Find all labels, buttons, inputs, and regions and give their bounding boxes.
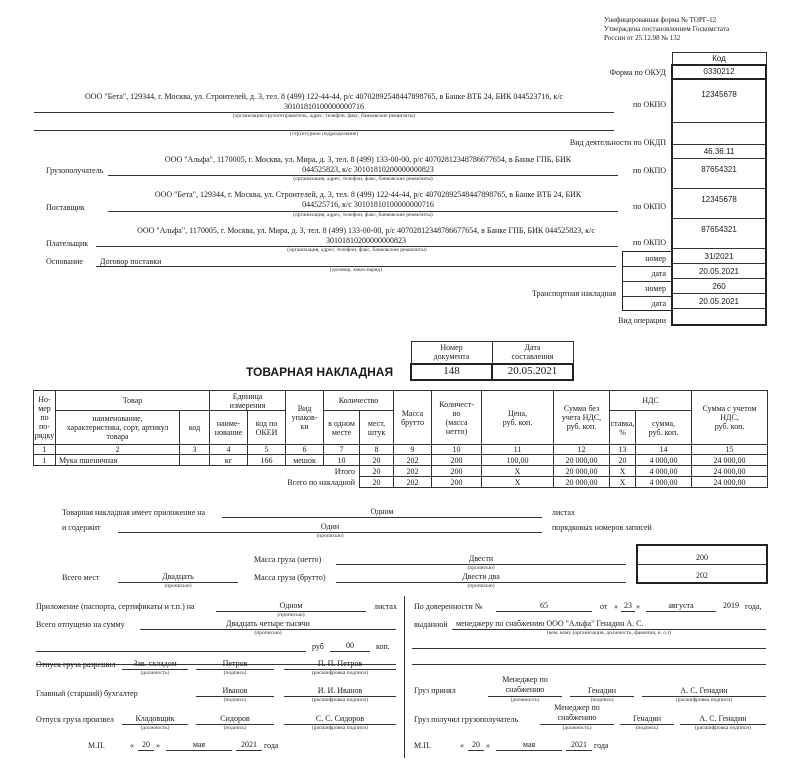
basis-value: Договор поставки: [100, 257, 162, 266]
dept-code-cell: [672, 123, 766, 145]
org-caption: (организация-грузоотправитель, адрес, телефон, факс, банковские реквизиты): [232, 113, 416, 119]
accountant-name: И. И. Иванов: [317, 686, 363, 695]
accepted-position: Менеджер по снабжению: [502, 675, 548, 694]
received-signature: Генадин: [632, 714, 662, 723]
net-words: Двести: [468, 554, 494, 563]
released-sum-caption: (прописью): [254, 630, 282, 636]
h-mass: Масса брутто: [394, 391, 432, 445]
left-year-suffix: года: [264, 741, 279, 750]
right-year: 2021: [571, 740, 587, 749]
released-sum-label: Всего отпущено на сумму: [36, 620, 125, 629]
gross-value: 202: [696, 571, 708, 580]
column-numbers-row: 1 2 3 4 5 6 7 8 9 10 11 12 13 14 15: [34, 445, 768, 455]
payer-line2: 30101810200000000823: [326, 236, 406, 245]
right-quote-close: »: [486, 741, 490, 750]
basis-caption: (договор, заказ-наряд): [329, 267, 382, 273]
issued-label: выданной: [414, 620, 448, 629]
okpo-label-org: по ОКПО: [633, 100, 666, 109]
left-month: мая: [192, 740, 206, 749]
proxy-from: от: [600, 602, 608, 611]
doc-date-header-1: Дата: [524, 343, 541, 353]
made-name: С. С. Сидоров: [315, 714, 365, 723]
h-unit-name: наиме- нование: [210, 411, 248, 445]
allowed-label: Отпуск груза разрешил: [36, 660, 116, 669]
proxy-day: 23: [624, 601, 632, 610]
payer-okpo-code: 87654321: [672, 219, 766, 249]
contains-value: Один: [320, 522, 340, 531]
doc-number-table: [410, 341, 574, 381]
proxy-quote-open: «: [614, 602, 618, 611]
doc-number: 148: [411, 364, 492, 380]
codes-header: Код: [672, 53, 766, 65]
received-name: А. С. Генадин: [699, 714, 747, 723]
org-okpo-code: 12345678: [672, 79, 766, 123]
doc-date: 20.05.2021: [492, 364, 573, 380]
made-signature: Сидоров: [220, 714, 250, 723]
right-mp: М.П.: [414, 741, 431, 750]
accepted-signature: Генадин: [587, 686, 617, 695]
proxy-year-suffix: года,: [745, 602, 762, 611]
accepted-label: Груз принял: [414, 686, 456, 695]
net-caption: (прописью): [467, 565, 495, 571]
payer-caption: (организация, адрес, телефон, факс, банковские реквизиты): [287, 247, 427, 253]
okpo-label-consignee: по ОКПО: [633, 166, 666, 175]
contains-caption: (прописью): [316, 533, 344, 539]
operation-code-cell: [672, 309, 766, 325]
form-approval: Утверждена постановлением Госкомстата: [604, 25, 730, 33]
received-label: Груз получил грузополучатель: [414, 715, 519, 724]
left-quote-open: «: [130, 741, 134, 750]
payer-label: Плательщик: [46, 239, 89, 248]
places-label: Всего мест: [62, 573, 100, 582]
supplier-caption: (организация, адрес, телефон, факс, банковские реквизиты): [293, 212, 433, 218]
transport-label: Транспортная накладная: [532, 289, 616, 298]
consignee-line2: 044525823, к/с 30101810200000000823: [302, 165, 434, 174]
h-unit: Единица измерения: [210, 391, 286, 411]
left-day: 20: [142, 740, 150, 749]
total-label: Итого: [334, 466, 356, 476]
transport-number-code: 260: [672, 279, 766, 294]
goods-table: [33, 390, 768, 488]
payer-line1: ООО "Альфа", 1170005, г. Москва, ул. Мира, д. 3, тел. 8 (499) 133-00-00, р/с 40702812348786677654, в Банке ГПБ, БИК 044525823, к/с: [137, 226, 595, 235]
h-no: Но- мер по по- рядку: [34, 391, 56, 445]
allowed-signature: Петров: [222, 659, 248, 668]
supplier-okpo-code: 12345678: [672, 189, 766, 219]
h-unit-okei: код по ОКЕИ: [248, 411, 286, 445]
received-position-line: [540, 703, 614, 723]
okud-label: Форма по ОКУД: [609, 68, 666, 77]
doc-date-header-2: составления: [511, 352, 554, 362]
grand-total-row: Всего по накладной 20 202 200 X 20 000,00 X 4 000,00 24 000,00: [34, 477, 768, 488]
gross-words: Двести два: [462, 572, 500, 581]
basis-date-label: дата: [651, 269, 666, 278]
made-label: Отпуск груза произвел: [36, 715, 114, 724]
h-goods: Товар: [56, 391, 210, 411]
operation-label: Вид операции: [618, 316, 666, 325]
accepted-name: А. С. Генадин: [680, 686, 728, 695]
h-goods-name: наименование, характеристика, сорт, артикул товара: [56, 411, 180, 445]
released-sum-value: Двадцать четыре тысячи: [226, 619, 310, 628]
doc-number-header-2: документа: [433, 352, 470, 362]
right-year-suffix: года: [594, 741, 609, 750]
issued-caption: (кем, кому (организация, должность, фамилия, и. о.)): [546, 630, 672, 636]
consignee-label: Грузополучатель: [46, 166, 104, 175]
appendix-value: Одном: [279, 601, 303, 610]
dept-caption: (структурное подразделение): [289, 131, 359, 137]
net-value: 200: [696, 553, 708, 562]
places-value: Двадцать: [162, 572, 194, 581]
proxy-quote-close: »: [636, 602, 640, 611]
right-quote-open: «: [460, 741, 464, 750]
rub-label: руб: [312, 642, 324, 651]
basis-date-code: 20.05.2021: [672, 264, 766, 279]
proxy-year: 2019: [723, 601, 739, 610]
allowed-name: П. П. Петров: [317, 659, 363, 668]
grand-total-label: Всего по накладной: [287, 477, 356, 487]
okdp-label: Вид деятельности по ОКДП: [569, 138, 666, 147]
received-position: Менеджер по снабжению: [554, 703, 600, 722]
supplier-line2: 044525716, к/с 30101810100000000716: [302, 200, 434, 209]
h-goods-code: код: [180, 411, 210, 445]
document-title: ТОВАРНАЯ НАКЛАДНАЯ: [246, 365, 394, 379]
kop-label: коп.: [376, 642, 390, 651]
accountant-label: Главный (старший) бухгалтер: [36, 689, 138, 698]
attach-unit: листах: [552, 508, 575, 517]
okpo-label-supplier: по ОКПО: [633, 202, 666, 211]
okud-code: 0330212: [672, 65, 766, 79]
form-name: Унифицированная форма № ТОРГ-12: [604, 16, 717, 24]
left-quote-close: »: [156, 741, 160, 750]
form-approval-date: России от 25.12.98 № 132: [604, 34, 681, 42]
okpo-label-payer: по ОКПО: [633, 238, 666, 247]
net-label: Масса груза (нетто): [254, 555, 322, 564]
allowed-position: Зав. складом: [133, 659, 177, 668]
doc-number-header-1: Номер: [440, 343, 463, 353]
appendix-unit: листах: [374, 602, 397, 611]
contains-unit: порядковых номеров записей: [552, 523, 652, 532]
right-day: 20: [472, 740, 480, 749]
accepted-position-line: [488, 675, 562, 695]
goods-name-cell: Мука пшеничная: [56, 455, 180, 466]
h-price: Цена, руб. коп.: [482, 391, 554, 445]
h-vat: НДС: [610, 391, 692, 411]
gross-label: Масса груза (брутто): [254, 573, 326, 582]
org-details-line2: 30101810100000000716: [284, 102, 364, 111]
left-year: 2021: [241, 740, 257, 749]
h-sum-novat: Сумма без учета НДС, руб. коп.: [554, 391, 610, 445]
proxy-number: 65: [540, 601, 548, 610]
made-position: Кладовщик: [135, 714, 175, 723]
basis-number-label: номер: [645, 254, 666, 263]
attach-value: Одном: [370, 507, 394, 516]
transport-date-label: дата: [651, 299, 666, 308]
basis-number-code: 31/2021: [672, 249, 766, 264]
table-row: 1 Мука пшеничная кг 166 мешок 10 20 202 200 100,00 20 000,00 20 4 000,00 24 000,00: [34, 455, 768, 466]
accountant-signature: Иванов: [222, 686, 248, 695]
appendix-caption: (прописью): [277, 612, 305, 618]
transport-date-code: 20.05.2021: [672, 294, 766, 309]
consignee-line1: ООО "Альфа", 1170005, г. Москва, ул. Мира, д. 3, тел. 8 (499) 133-00-00, р/с 40702812348786677654, в Банке ГПБ, БИК: [164, 155, 572, 164]
supplier-label: Поставщик: [46, 203, 85, 212]
issued-value: менеджеру по снабжению ООО "Альфа" Генадин А. С.: [456, 619, 644, 628]
proxy-month: августа: [668, 601, 694, 610]
h-qty-places: мест, штук: [360, 411, 394, 445]
kop-value: 00: [346, 641, 354, 650]
supplier-line1: ООО "Бета", 129344, г. Москва, ул. Строителей, д. 3, тел. 8 (499) 122-44-44, р/с 40702892548447898765, в Банке ВТБ 24, БИК: [154, 190, 582, 199]
h-vat-sum: сумма, руб. коп.: [636, 411, 692, 445]
contains-label: и содержит: [62, 523, 101, 532]
h-qty-in-one: в одном месте: [324, 411, 360, 445]
h-pack: Вид упаков- ки: [286, 391, 324, 445]
appendix-label: Приложение (паспорта, сертификаты и т.п.) на: [36, 602, 195, 611]
left-mp: М.П.: [88, 741, 105, 750]
okdp-code: 46.36.11: [672, 145, 766, 159]
transport-number-label: номер: [645, 284, 666, 293]
total-row: Итого 20 202 200 X 20 000,00 X 4 000,00 24 000,00: [34, 466, 768, 477]
footer-divider: [404, 596, 405, 758]
basis-label: Основание: [46, 257, 83, 266]
gross-caption: (прописью): [467, 583, 495, 589]
org-details-line1: ООО "Бета", 129344, г. Москва, ул. Строителей, д. 3, тел. 8 (499) 122-44-44, р/с 40702892548447898765, в Банке ВТБ 24, БИК 044523716, к/с: [85, 92, 563, 101]
consignee-caption: (организация, адрес, телефон, факс, банковские реквизиты): [293, 176, 433, 182]
places-caption: (прописью): [164, 583, 192, 589]
h-total: Сумма с учетом НДС, руб. коп.: [692, 391, 768, 445]
h-vat-rate: ставка, %: [610, 411, 636, 445]
right-month: мая: [522, 740, 536, 749]
consignee-okpo-code: 87654321: [672, 159, 766, 189]
proxy-label: По доверенности №: [414, 602, 483, 611]
attach-label: Товарная накладная имеет приложение на: [62, 508, 206, 517]
h-qty: Количество: [324, 391, 394, 411]
h-qty-net: Количест- во (масса нетто): [432, 391, 482, 445]
codes-column: [671, 52, 767, 326]
